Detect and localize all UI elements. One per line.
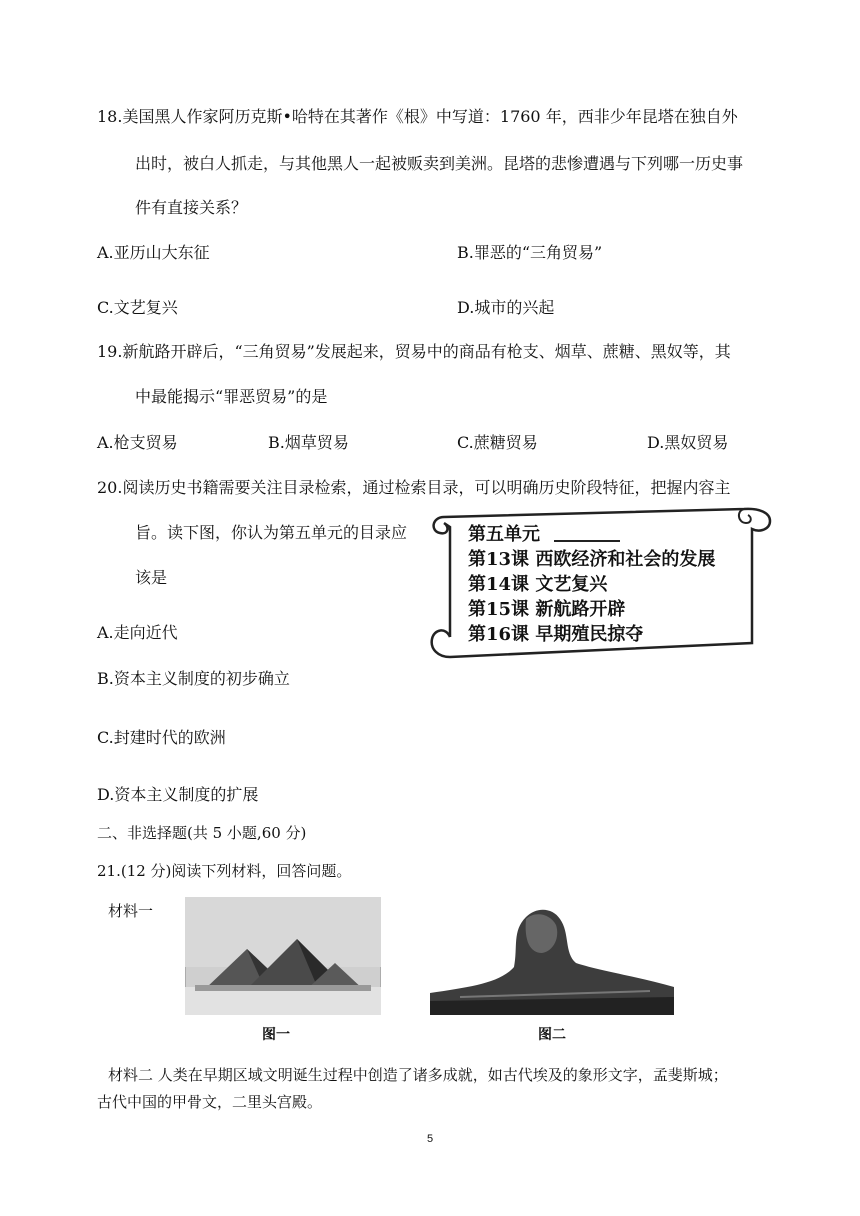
material1-label: 材料一 bbox=[108, 902, 154, 920]
material2-line1: 材料二 人类在早期区域文明诞生过程中创造了诸多成就，如古代埃及的象形文字，孟斐斯城； bbox=[108, 1066, 728, 1084]
q18-stem-line2: 出时，被白人抓走，与其他黑人一起被贩卖到美洲。昆塔的悲惨遭遇与下列哪一历史事 bbox=[135, 154, 744, 173]
q20-stem-line1: 20.阅读历史书籍需要关注目录检索，通过检索目录，可以明确历史阶段特征，把握内容主 bbox=[97, 478, 731, 497]
q18-stem-line1: 18.美国黑人作家阿历克斯•哈特在其著作《根》中写道：1760 年，西非少年昆塔在独自外 bbox=[97, 107, 738, 126]
q20-stem-line3: 该是 bbox=[135, 568, 168, 587]
scroll-lesson-14: 第14课 文艺复兴 bbox=[468, 574, 608, 595]
q19-option-b: B.烟草贸易 bbox=[268, 433, 349, 452]
q20-option-d: D.资本主义制度的扩展 bbox=[97, 785, 259, 804]
figure1-caption: 图一 bbox=[262, 1027, 290, 1043]
scroll-lesson-15: 第15课 新航路开辟 bbox=[468, 599, 626, 620]
q19-stem-line2: 中最能揭示“罪恶贸易”的是 bbox=[135, 387, 328, 406]
section2-heading: 二、非选择题(共 5 小题,60 分) bbox=[97, 824, 307, 842]
scroll-lesson-16: 第16课 早期殖民掠夺 bbox=[468, 624, 644, 645]
q19-option-a: A.枪支贸易 bbox=[97, 433, 178, 452]
q18-stem-line3: 件有直接关系？ bbox=[135, 198, 248, 217]
scroll-unit-title: 第五单元 bbox=[468, 524, 540, 545]
q19-option-c: C.蔗糖贸易 bbox=[457, 433, 538, 452]
sphinx-photo bbox=[430, 897, 674, 1015]
page-number: 5 bbox=[426, 1133, 434, 1145]
q19-stem-line1: 19.新航路开辟后，“三角贸易”发展起来，贸易中的商品有枪支、烟草、蔗糖、黑奴等，其 bbox=[97, 342, 731, 361]
q20-stem-line2: 旨。读下图，你认为第五单元的目录应 bbox=[135, 523, 408, 542]
q18-option-a: A.亚历山大东征 bbox=[97, 243, 210, 262]
q19-option-d: D.黑奴贸易 bbox=[647, 433, 729, 452]
q20-option-a: A.走向近代 bbox=[97, 623, 178, 642]
q18-option-b: B.罪恶的“三角贸易” bbox=[457, 243, 603, 262]
pyramids-photo bbox=[185, 897, 381, 1015]
q18-option-c: C.文艺复兴 bbox=[97, 298, 178, 317]
q20-option-c: C.封建时代的欧洲 bbox=[97, 728, 226, 747]
scroll-lesson-13: 第13课 西欧经济和社会的发展 bbox=[468, 549, 716, 570]
q18-option-d: D.城市的兴起 bbox=[457, 298, 555, 317]
material2-line2: 古代中国的甲骨文，二里头宫殿。 bbox=[97, 1093, 323, 1111]
figure2-caption: 图二 bbox=[538, 1027, 566, 1043]
q20-option-b: B.资本主义制度的初步确立 bbox=[97, 669, 290, 688]
q21-stem: 21.(12 分)阅读下列材料，回答问题。 bbox=[97, 862, 352, 880]
scroll-text bbox=[468, 522, 715, 647]
